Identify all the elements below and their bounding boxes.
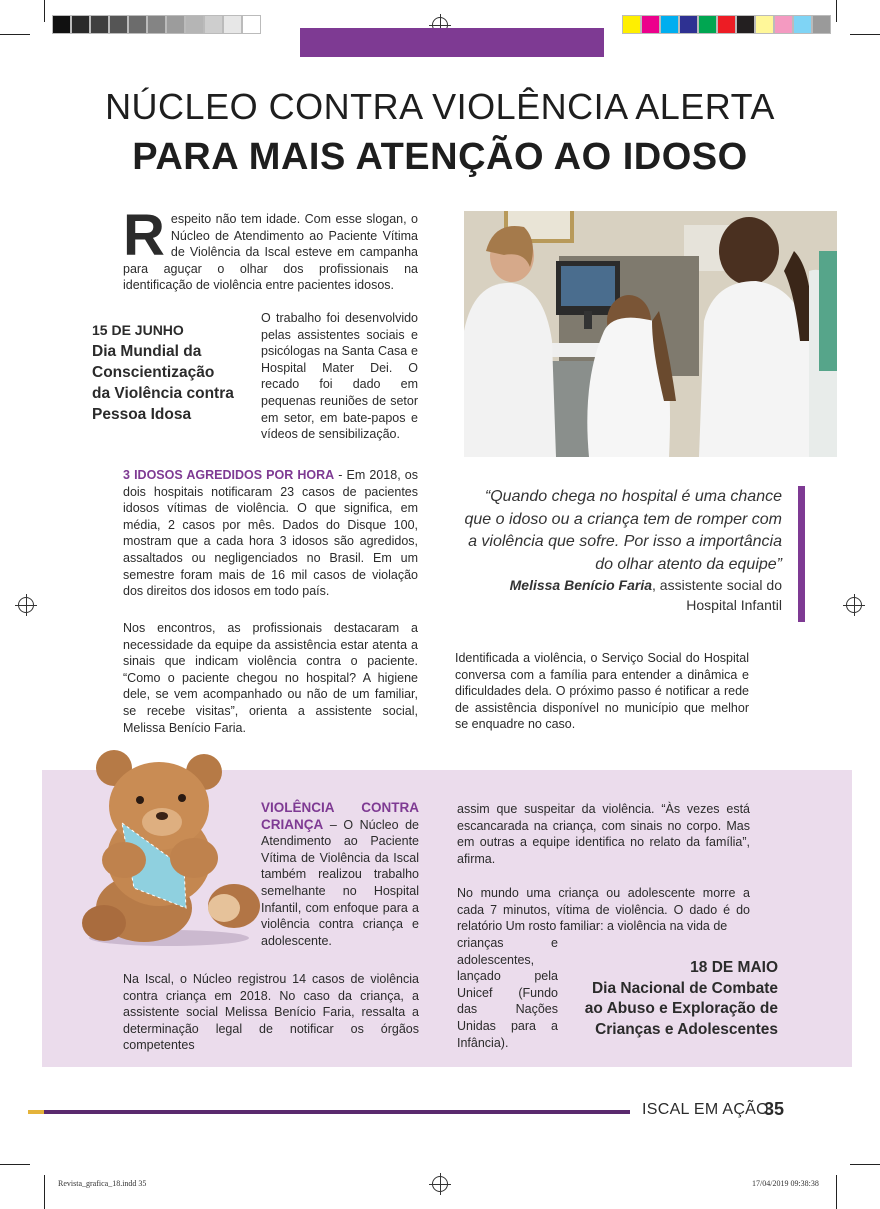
crop-mark (0, 1164, 30, 1165)
grayscale-swatches (52, 15, 261, 34)
hospital-staff-photo (464, 211, 837, 457)
child-violence-heading: VIOLÊNCIA CONTRA CRIANÇA (261, 800, 419, 832)
unicef-paragraph: crianças e adolescentes, lançado pela Unicef (Fundo das Nações Unidas para a Infância). (457, 936, 558, 1050)
registration-mark-icon (846, 597, 862, 613)
dropcap-letter: R (123, 203, 165, 268)
quote-author: Melissa Benício Faria (509, 577, 653, 593)
iscal-paragraph: Na Iscal, o Núcleo registrou 14 casos de violência contra criança em 2018. No caso da criança, a assistente social Melissa Benício Faria, ressalta a determinação legal de notificar os órgãos competentes (123, 972, 419, 1053)
child-violence-paragraph (261, 800, 419, 949)
crop-mark (44, 1175, 45, 1209)
suspect-paragraph: assim que suspeitar da violência. “Às vezes está escancarada na criança, com sinais no corpo. Mas em outras a equipe identifica no relato da família”, afirma. (457, 802, 750, 866)
sidebar-june-line: da Violência contra (92, 385, 234, 402)
slug-timestamp: 17/04/2019 09:38:38 (752, 1179, 819, 1188)
headline-line-2: PARA MAIS ATENÇÃO AO IDOSO (132, 136, 748, 178)
footer-brand: ISCAL EM AÇÃO (642, 1101, 769, 1118)
intro-text: espeito não tem idade. Com esse slogan, o Núcleo de Atendimento ao Paciente Vítima de Violência da Iscal esteve em campanha para aguçar o olhar dos profissionais na identificação de violência entre pacientes idosos. (123, 212, 418, 293)
sidebar-may (575, 958, 778, 1040)
sidebar-june (92, 320, 252, 425)
work-paragraph: O trabalho foi desenvolvido pelas assistentes sociais e psicólogas na Santa Casa e Hospital Mater Dei. O recado foi dado em pequenas reuniões de setor em setor, em bate-papos e vídeos de sensibilização. (261, 311, 418, 442)
stats-heading: 3 IDOSOS AGREDIDOS POR HORA (123, 468, 335, 482)
footer-rule (44, 1110, 630, 1114)
crop-mark (836, 1175, 837, 1209)
sidebar-may-line: Dia Nacional de Combate (591, 979, 778, 997)
sidebar-june-line: Pessoa Idosa (92, 406, 192, 423)
crop-mark (0, 34, 30, 35)
pull-quote: “Quando chega no hospital é uma chance que o idoso ou a criança tem de romper com a violência que sofre. Por isso a importância do olhar atento da equipe” (464, 488, 782, 573)
sidebar-may-line: Crianças e Adolescentes (595, 1020, 778, 1038)
sidebar-may-line: ao Abuso e Exploração de (584, 1000, 778, 1017)
page-number: 35 (764, 1099, 785, 1119)
teddy-bear-image (74, 748, 262, 948)
stats-paragraph (123, 467, 418, 600)
intro-paragraph (123, 203, 418, 294)
stats-text: - Em 2018, os dois hospitais notificaram 23 casos de pacientes idosos vítimas de violência. O que significa, em média, 2 casos por mês. Dados do Disque 100, mostram que a cada hora 3 idosos são agredidos, assaltados ou negligenciados no Brasil. Em um semestre foram mais de 16 mil casos de violação dos direitos dos idosos em todo país. (123, 468, 418, 599)
world-paragraph: No mundo uma criança ou adolescente morre a cada 7 minutos, vítima de violência. O dado é do relatório Um rosto familiar: a violência na vida de (457, 886, 750, 934)
sidebar-june-line: Dia Mundial da (92, 343, 202, 360)
crop-mark (44, 0, 45, 22)
registration-mark-icon (18, 597, 34, 613)
quote-role: , assistente social do Hospital Infantil (652, 577, 782, 613)
header-accent-bar (300, 28, 604, 57)
quote-attribution (462, 575, 782, 615)
color-swatches (622, 15, 831, 34)
identified-paragraph: Identificada a violência, o Serviço Social do Hospital conversa com a família para entender a dinâmica e dificuldades dela. O próximo passo é notificar a rede de assistência disponível no município que melhor se enquadre no caso. (455, 651, 749, 732)
sidebar-may-date: 18 DE MAIO (690, 959, 778, 976)
crop-mark (850, 1164, 880, 1165)
footer-accent-gold (28, 1110, 44, 1114)
quote-accent-bar (798, 486, 805, 622)
crop-mark (850, 34, 880, 35)
meetings-paragraph: Nos encontros, as profissionais destacaram a necessidade da equipe da assistência estar atenta a sinais que indicam violência contra o paciente. “Como o paciente chegou no hospital? A higiene dele, se vem acompanhado ou não de um familiar, se recebe visitas”, orienta a assistente social, Melissa Benício Faria. (123, 621, 418, 735)
crop-mark (836, 0, 837, 22)
child-violence-text: – O Núcleo de Atendimento ao Paciente Vítima de Violência da Iscal também realizou trabalho semelhante no Hospital Infantil, com enfoque para a violência contra criança e adolescente. (261, 817, 419, 948)
sidebar-june-line: Conscientização (92, 364, 215, 381)
sidebar-june-date: 15 DE JUNHO (92, 322, 184, 338)
registration-mark-icon (432, 1176, 448, 1192)
headline-line-1: NÚCLEO CONTRA VIOLÊNCIA ALERTA (105, 86, 775, 127)
slug-filename: Revista_grafica_18.indd 35 (58, 1179, 147, 1188)
